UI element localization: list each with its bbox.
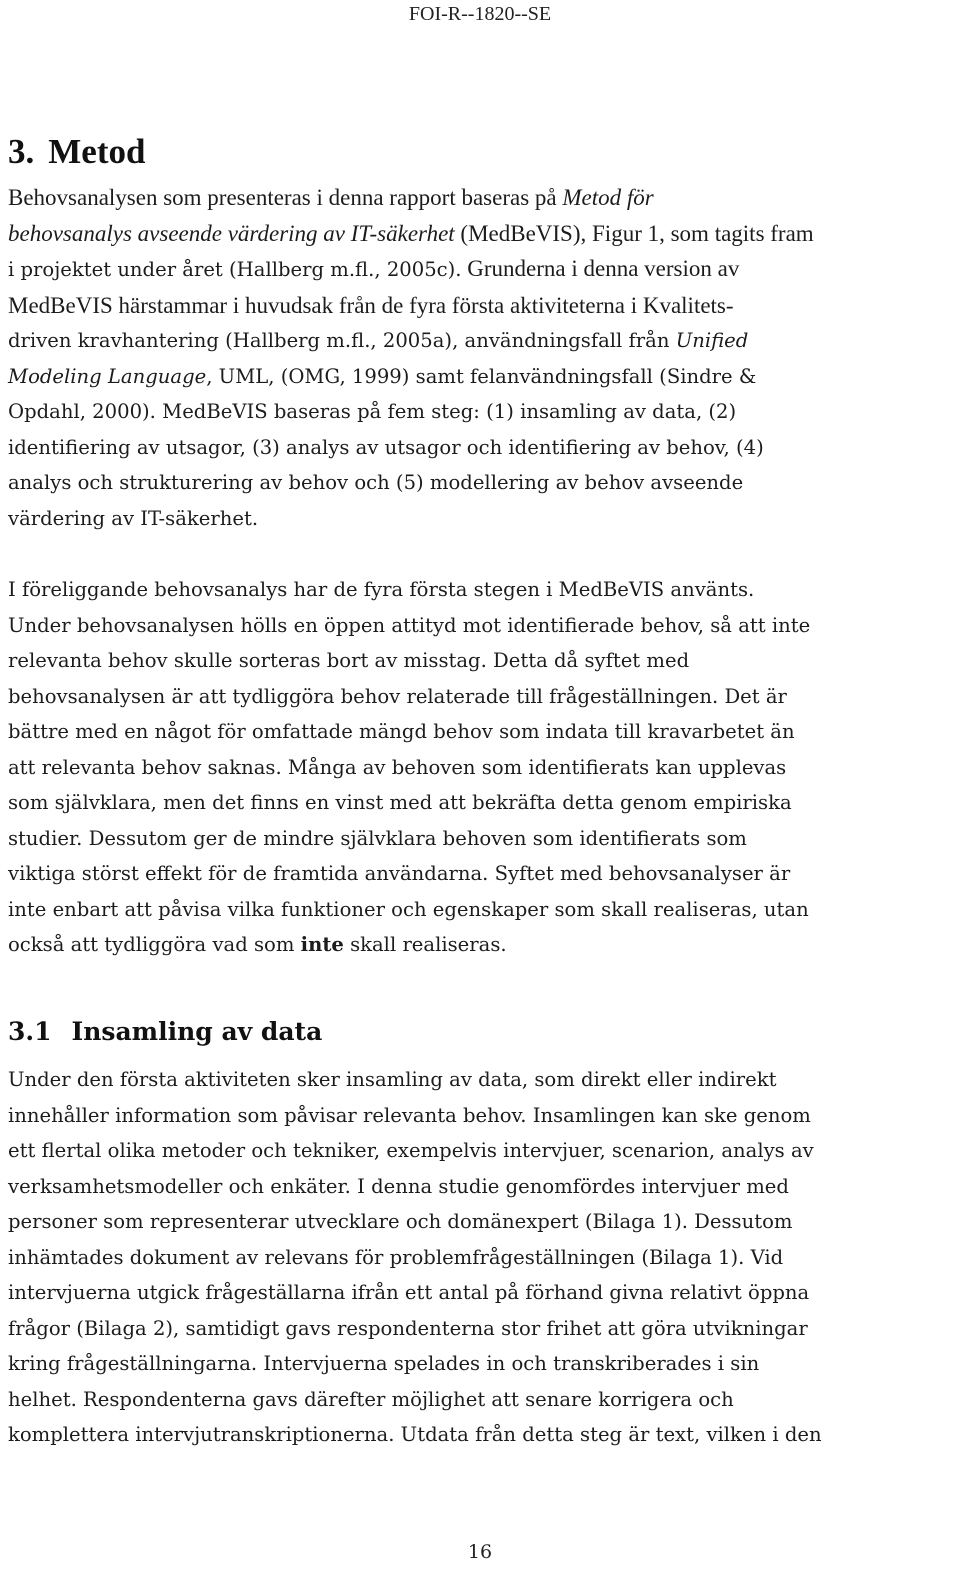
text-span: i projektet under året (Hallberg m.fl., 2005c). [8, 258, 462, 281]
text-line: helhet. Respondenterna gavs därefter möjlighet att senare korrigera och [8, 1387, 734, 1411]
text-line: intervjuerna utgick frågeställarna ifrån ett antal på förhand givna relativt öppna [8, 1281, 810, 1304]
paragraph-data-collection [8, 1062, 952, 1453]
subsection-heading [8, 1014, 322, 1050]
text-line: Under behovsanalysen hölls en öppen attityd mot identifierade behov, så att inte [8, 613, 811, 637]
text-line: Under den första aktiviteten sker insamling av data, som direkt eller indirekt [8, 1068, 777, 1091]
italic-title-span: Metod för [562, 185, 654, 210]
text-line [8, 251, 952, 288]
text-line [8, 180, 952, 216]
text-line: analys och strukturering av behov och (5) modellering av behov avseende [8, 471, 744, 494]
section-heading [8, 130, 145, 174]
bold-emphasis-span: inte [300, 933, 344, 956]
text-line: ett flertal olika metoder och tekniker, exempelvis intervjuer, scenarion, analys av [8, 1139, 814, 1162]
section-number: 3. [8, 132, 35, 171]
text-span: Grunderna i denna version av [461, 256, 740, 281]
text-line [8, 927, 952, 963]
text-line: MedBeVIS härstammar i huvudsak från de fyra första aktiviteterna i Kvalitets- [8, 292, 734, 318]
text-line: frågor (Bilaga 2), samtidigt gavs respondenterna stor frihet att göra utvikningar [8, 1316, 808, 1340]
text-line [8, 323, 952, 359]
paragraph-method-intro [8, 180, 952, 536]
text-line: behovsanalysen är att tydliggöra behov relaterade till frågeställningen. Det är [8, 684, 787, 708]
paragraph-analysis-attitude [8, 572, 952, 963]
italic-title-span: Unified [675, 329, 749, 352]
italic-title-span: behovsanalys avseende värdering av IT-säkerhet [8, 220, 455, 246]
text-line: inte enbart att påvisa vilka funktioner och egenskaper som skall realiseras, utan [8, 897, 809, 921]
text-span: (MedBeVIS), Figur 1, som tagits fram [454, 220, 814, 246]
text-line: att relevanta behov saknas. Många av behoven som identifierats kan upplevas [8, 755, 787, 779]
text-line: som självklara, men det finns en vinst med att bekräfta detta genom empiriska [8, 791, 792, 814]
text-span: , UML, (OMG, 1999) samt felanvändningsfall (Sindre & [206, 364, 757, 388]
text-line: värdering av IT-säkerhet. [8, 506, 259, 530]
text-line: inhämtades dokument av relevans för problemfrågeställningen (Bilaga 1). Vid [8, 1245, 784, 1269]
subsection-title: Insamling av data [71, 1017, 323, 1046]
text-line: Opdahl, 2000). MedBeVIS baseras på fem steg: (1) insamling av data, (2) [8, 400, 737, 423]
italic-title-span: Modeling Language [8, 364, 207, 388]
report-id-header: FOI-R--1820--SE [408, 3, 552, 25]
text-line [8, 359, 952, 395]
text-line: identifiering av utsagor, (3) analys av utsagor och identifiering av behov, (4) [8, 435, 764, 459]
text-line [8, 216, 952, 252]
text-line: I föreliggande behovsanalys har de fyra första stegen i MedBeVIS använts. [8, 578, 755, 601]
text-line: innehåller information som påvisar relevanta behov. Insamlingen kan ske genom [8, 1103, 811, 1127]
text-span: också att tydliggöra vad som [8, 933, 301, 956]
text-span: driven kravhantering (Hallberg m.fl., 2005a), användningsfall från [8, 329, 676, 352]
text-line: bättre med en något för omfattade mängd behov som indata till kravarbetet än [8, 720, 795, 743]
text-line: kring frågeställningarna. Intervjuerna spelades in och transkriberades i sin [8, 1352, 760, 1375]
text-line: relevanta behov skulle sorteras bort av misstag. Detta då syftet med [8, 649, 690, 672]
text-line: viktiga störst effekt för de framtida användarna. Syftet med behovsanalyser är [8, 862, 791, 885]
page-number: 16 [467, 1541, 493, 1563]
text-span: skall realiseras. [343, 933, 507, 956]
text-line: studier. Dessutom ger de mindre självklara behoven som identifierats som [8, 826, 747, 850]
text-line: personer som representerar utvecklare och domänexpert (Bilaga 1). Dessutom [8, 1210, 793, 1233]
text-line: komplettera intervjutranskriptionerna. Utdata från detta steg är text, vilken i den [8, 1423, 822, 1446]
section-title: Metod [48, 132, 146, 171]
text-span: Behovsanalysen som presenteras i denna rapport baseras på [8, 185, 563, 210]
subsection-number: 3.1 [8, 1017, 52, 1046]
text-line: verksamhetsmodeller och enkäter. I denna studie genomfördes intervjuer med [8, 1174, 789, 1198]
